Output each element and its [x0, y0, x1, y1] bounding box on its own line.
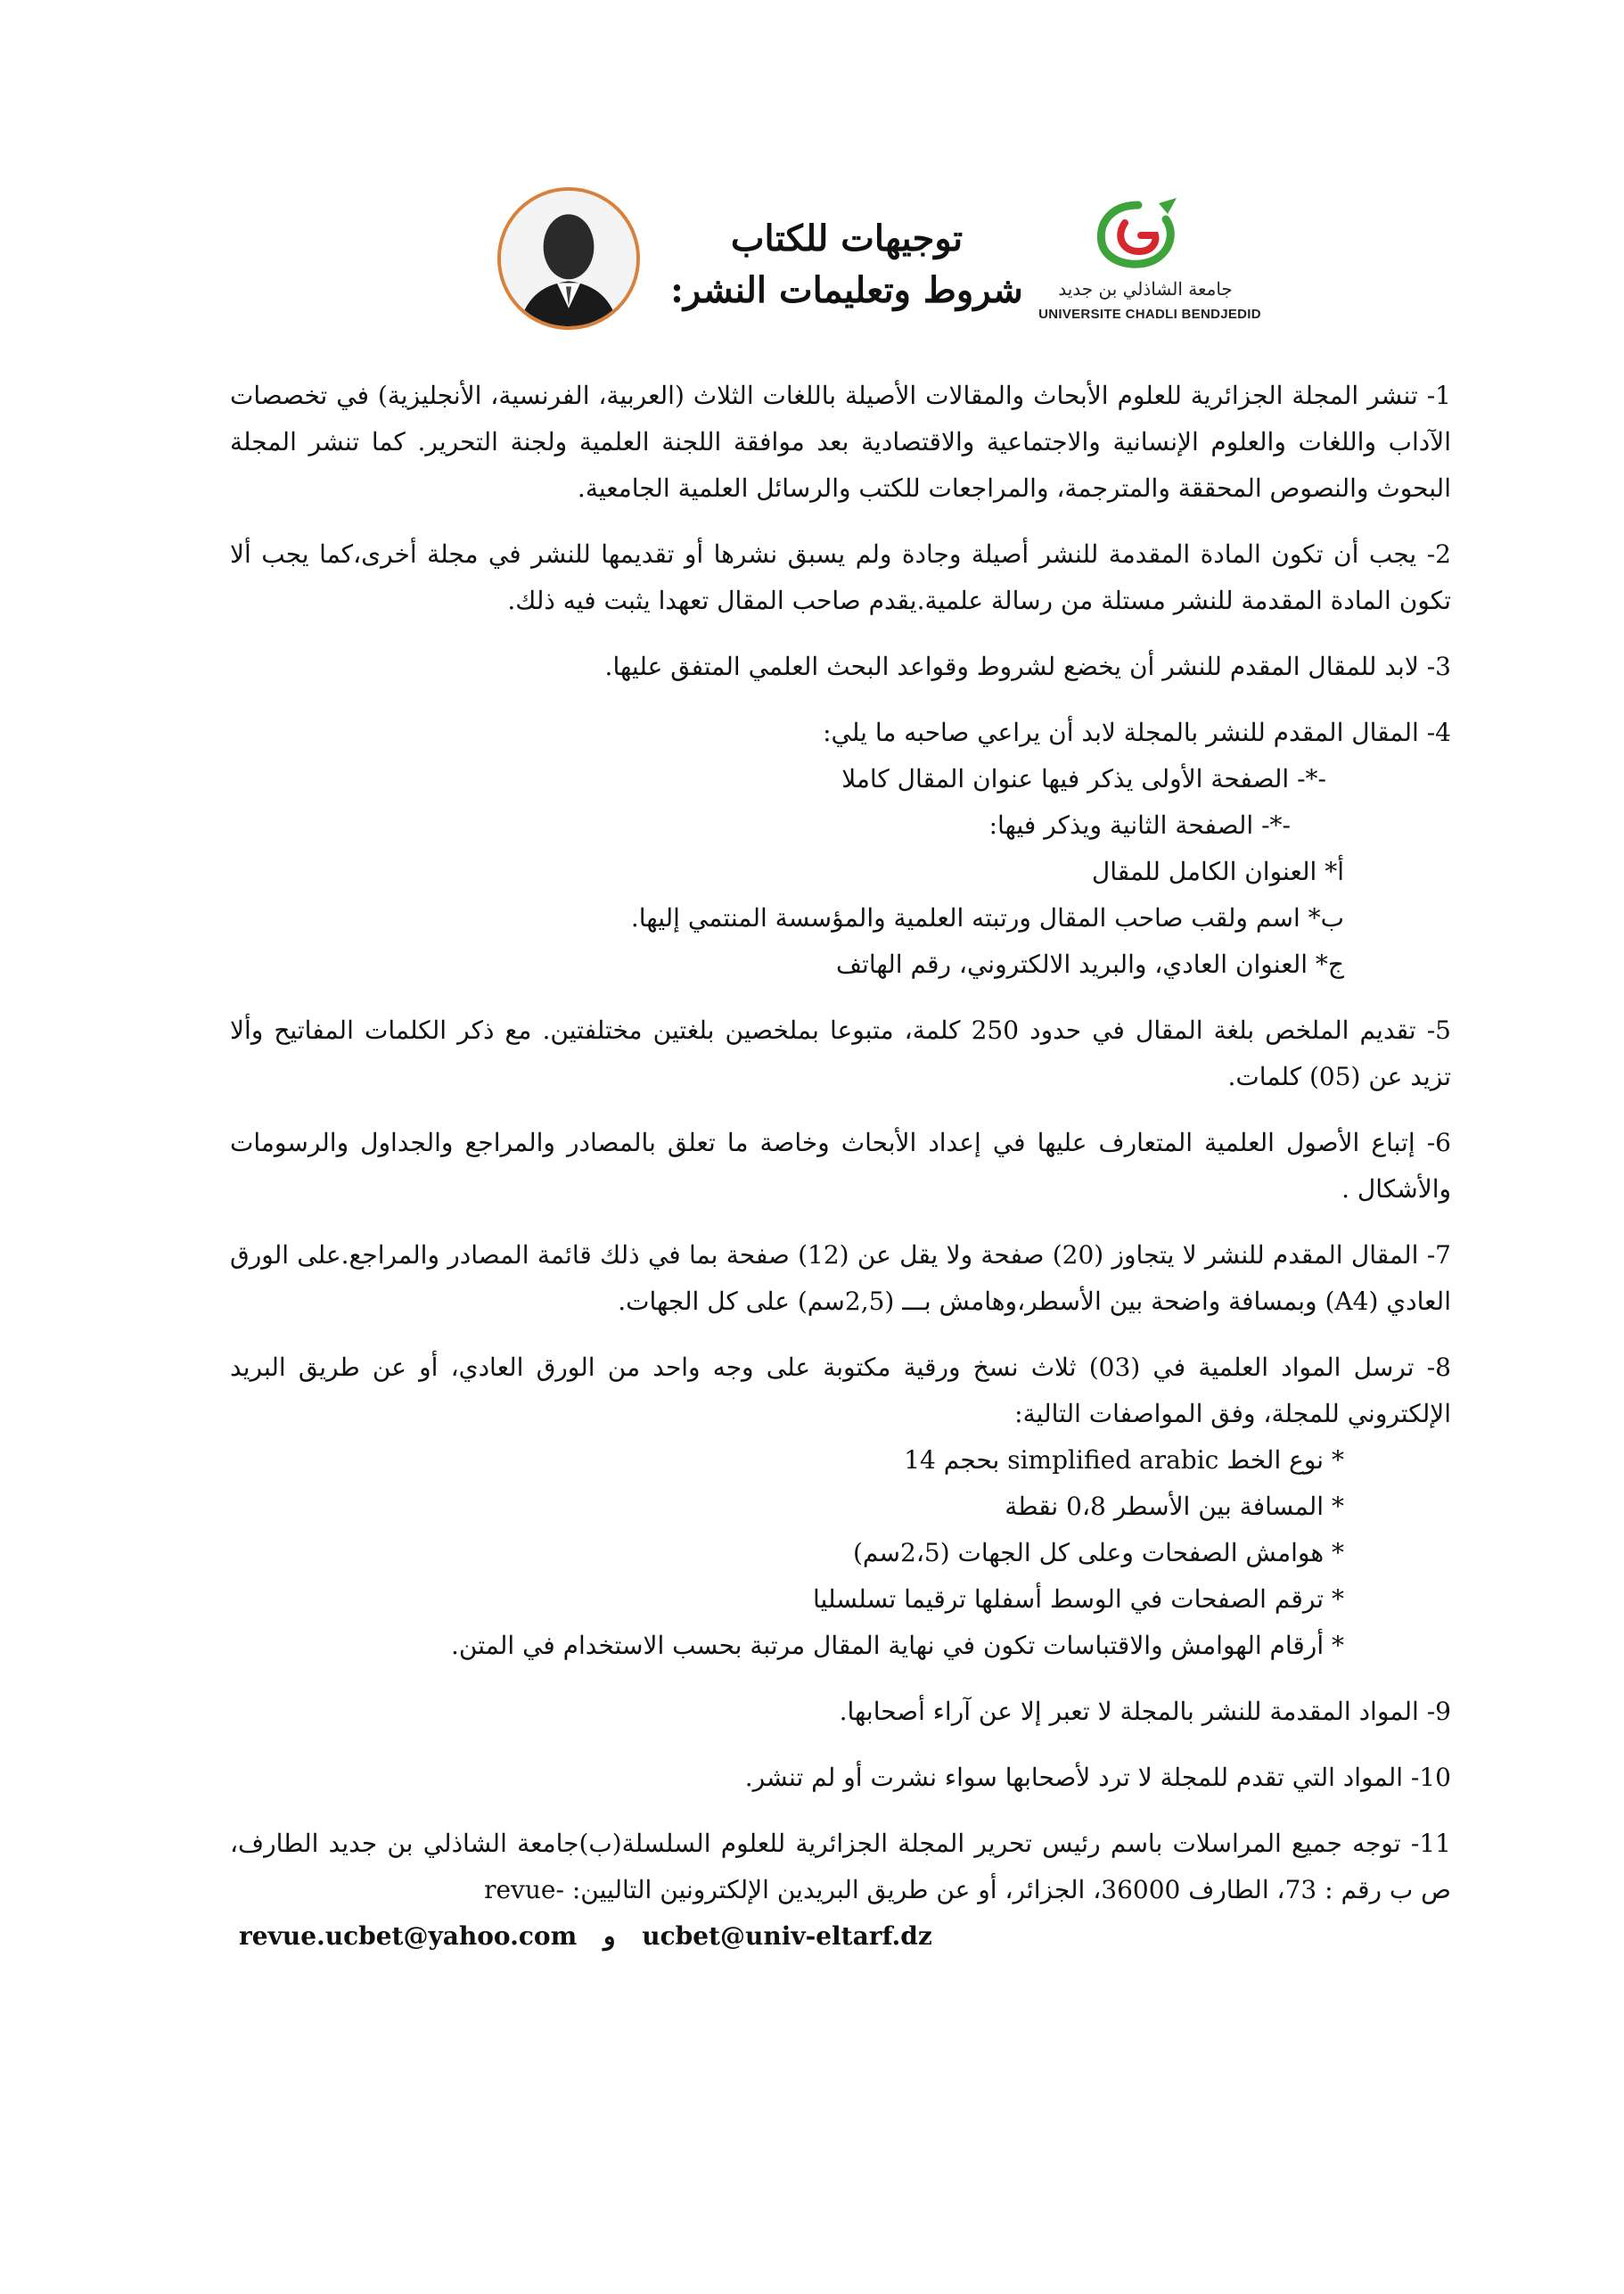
guideline-6: 6- إتباع الأصول العلمية المتعارف عليها في إعداد الأبحاث وخاصة ما تعلق بالمصادر والمراجع والجداول والرسومات والأشكال .: [230, 1128, 1451, 1204]
guideline-1: 1- تنشر المجلة الجزائرية للعلوم الأبحاث والمقالات الأصيلة باللغات الثلاث (العربية، الفرنسية، الأنجليزية) في تخصصات الآداب واللغات والعلوم الإنسانية والاجتماعية والاقتصادية بعد موافقة اللجنة العلمية ولجنة التحرير. كما تنشر المجلة البحوث والنصوص المحققة والمترجمة، والمراجعات للكتب والرسائل العلمية الجامعية.: [230, 381, 1451, 503]
guideline-2: 2- يجب أن تكون المادة المقدمة للنشر أصيلة وجادة ولم يسبق نشرها أو تقديمها للنشر في مجلة أخرى،كما يجب ألا تكون المادة المقدمة للنشر مستلة من رسالة علمية.يقدم صاحب المقال تعهدا يثبت فيه ذلك.: [230, 539, 1451, 615]
guideline-11: [230, 1821, 1451, 1960]
guideline-4: [230, 710, 1451, 988]
university-logo: [1025, 196, 1275, 348]
guideline-8-numbering: * ترقم الصفحات في الوسط أسفلها ترقيما تسلسليا: [813, 1584, 1344, 1614]
guideline-8-spacing: * المسافة بين الأسطر 0،8 نقطة: [1005, 1492, 1344, 1521]
guideline-8-intro: 8- ترسل المواد العلمية في (03) ثلاث نسخ ورقية مكتوبة على وجه واحد من الورق العادي، أو عن طريق البريد الإلكتروني للمجلة، وفق المواصفات التالية:: [230, 1353, 1451, 1428]
guideline-4-second-page: -*- الصفحة الثانية ويذكر فيها:: [988, 810, 1291, 840]
title-block: [660, 214, 1034, 317]
email-link-yahoo[interactable]: revue.ucbet@yahoo.com: [239, 1921, 578, 1951]
guideline-4-item-b: ب* اسم ولقب صاحب المقال ورتبته العلمية والمؤسسة المنتمي إليها.: [630, 903, 1344, 933]
portrait-image: [501, 191, 636, 326]
guideline-7: 7- المقال المقدم للنشر لا يتجاوز (20) صفحة ولا يقل عن (12) صفحة بما في ذلك قائمة المصادر والمراجع.على الورق العادي (A4) وبمسافة واضحة بين الأسطر،وهامش بـــ (2,5سم) على كل الجهات.: [230, 1240, 1451, 1316]
email-separator: و: [603, 1921, 616, 1951]
page-header: [0, 178, 1624, 357]
guideline-9: 9- المواد المقدمة للنشر بالمجلة لا تعبر إلا عن آراء أصحابها.: [839, 1697, 1451, 1726]
guideline-11-text: 11- توجه جميع المراسلات باسم رئيس تحرير المجلة الجزائرية للعلوم السلسلة(ب)جامعة الشاذلي بن جديد الطارف، ص ب رقم : 73، الطارف 36000، الجزائر، أو عن طريق البريدين الإلكترونين التاليين: -revue: [230, 1829, 1451, 1904]
guideline-5: 5- تقديم الملخص بلغة المقال في حدود 250 كلمة، متبوعا بملخصين بلغتين مختلفتين. مع ذكر الكلمات المفاتيح وألا تزيد عن (05) كلمات.: [230, 1015, 1451, 1091]
guideline-4-item-c: ج* العنوان العادي، والبريد الالكتروني، رقم الهاتف: [836, 950, 1344, 979]
university-logo-icon: [1089, 196, 1187, 276]
page-title: توجيهات للكتاب: [730, 218, 964, 259]
guidelines-body: [230, 373, 1451, 1979]
guideline-8-margins: * هوامش الصفحات وعلى كل الجهات (2،5سم): [852, 1538, 1344, 1567]
guideline-4-intro: 4- المقال المقدم للنشر بالمجلة لابد أن يراعي صاحبه ما يلي:: [823, 718, 1451, 747]
guideline-8-font: * نوع الخط simplified arabic بحجم 14: [904, 1445, 1344, 1475]
author-portrait: [497, 187, 640, 330]
page-subtitle: شروط وتعليمات النشر:: [670, 269, 1023, 311]
logo-text-arabic: جامعة الشاذلي بن جديد: [1058, 278, 1233, 300]
guideline-4-item-a: أ* العنوان الكامل للمقال: [1091, 857, 1344, 886]
guideline-10: 10- المواد التي تقدم للمجلة لا ترد لأصحابها سواء نشرت أو لم تنشر.: [744, 1763, 1451, 1792]
guideline-4-first-page: -*- الصفحة الأولى يذكر فيها عنوان المقال كاملا: [841, 764, 1326, 793]
email-link-univ[interactable]: ucbet@univ-eltarf.dz: [642, 1921, 932, 1951]
contact-emails: [230, 1913, 1451, 1960]
guideline-3: 3- لابد للمقال المقدم للنشر أن يخضع لشروط وقواعد البحث العلمي المتفق عليها.: [604, 652, 1451, 681]
logo-text-french: UNIVERSITE CHADLI BENDJEDID: [1038, 307, 1261, 322]
guideline-8: [230, 1344, 1451, 1669]
guideline-8-footnotes: * أرقام الهوامش والاقتباسات تكون في نهاية المقال مرتبة بحسب الاستخدام في المتن.: [451, 1631, 1344, 1660]
